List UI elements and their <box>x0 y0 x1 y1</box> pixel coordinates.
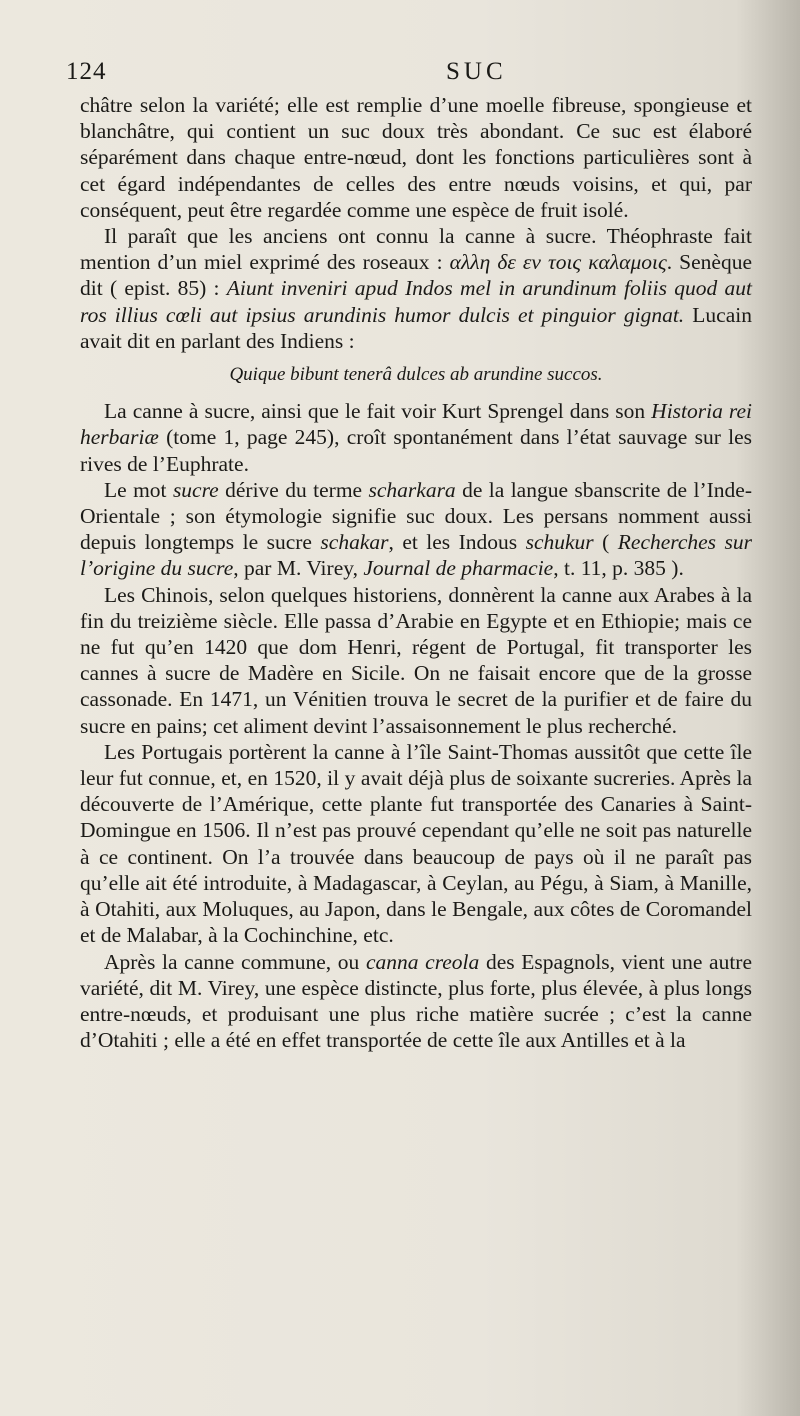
italic-text: Historia rei herbariæ <box>80 399 752 450</box>
text-run: châtre selon la variété; elle est remplie d’une moelle fibreuse, spongieuse et blanchâtre, qui contient un suc doux très abondant. Ce suc est élaboré séparément dans chaque entre-nœud, dont les fonctions particulières sont à cet égard indépendantes de celles des entre nœuds voisins, et qui, par conséquent, peut être regardée comme une espèce de fruit isolé. <box>80 93 752 222</box>
italic-text: Recherches sur l’origine du sucre <box>80 530 752 581</box>
text-run: ( <box>593 530 618 555</box>
page-header <box>66 58 766 92</box>
text-run: . Senèque dit ( epist. 85) : <box>80 250 752 301</box>
text-run: , t. 11, p. 385 ). <box>553 556 684 581</box>
italic-text: scharkara <box>368 477 456 502</box>
text-run: Après la canne commune, ou <box>104 949 366 974</box>
text-run: Lucain avait dit en parlant des Indiens : <box>80 302 752 353</box>
text-run: des Espagnols, vient une autre variété, dit M. Virey, une espèce distincte, plus forte, plus élevée, à plus longs entre-nœuds, et produisant une plus riche matière sucrée ; c’est la canne d’Otahiti ; elle a été en effet transportée de cette île aux Antilles et à la <box>80 949 753 1053</box>
verse-quote <box>80 362 752 388</box>
text-run: (tome 1, page 245), croît spontanément dans l’état sauvage sur les rives de l’Euphrate. <box>80 425 752 476</box>
text-run: dérive du terme <box>218 477 369 502</box>
text-run: , et les Indous <box>388 530 526 555</box>
text-run: Les Portugais portèrent la canne à l’île Saint-Thomas aussitôt que cette île leur fut connue, et, en 1520, il y avait déjà plus de soixante sucreries. Après la découverte de l’Amérique, cette plante fut transportée des Canaries à Saint-Domingue en 1506. Il n’est pas prouvé cependant qu’elle ne soit pas naturelle à ce continent. On l’a trouvée dans beaucoup de pays où il ne paraît pas qu’elle ait été introduite, à Madagascar, à Ceylan, au Pégu, à Siam, à Manille, à Otahiti, aux Moluques, au Japon, dans le Bengale, aux côtes de Coromandel et de Malabar, à la Cochinchine, etc. <box>80 739 752 948</box>
paragraph <box>80 739 752 949</box>
paragraph <box>80 92 752 223</box>
page-number: 124 <box>66 58 107 85</box>
italic-text: schakar <box>320 530 389 555</box>
text-run: Les Chinois, selon quelques historiens, donnèrent la canne aux Arabes à la fin du treizième siècle. Elle passa d’Arabie en Egypte et en Ethiopie; mais ce ne fut qu’en 1420 que dom Henri, régent de Portugal, fit transporter les cannes à sucre de Madère en Sicile. On ne faisait encore que de la grosse cassonade. En 1471, un Vénitien trouva le secret de la purifier et de faire du sucre en pains; cet aliment devint l’assaisonnement le plus recherché. <box>80 582 752 738</box>
running-head: SUC <box>446 58 507 85</box>
text-body <box>80 92 752 1053</box>
text-run: de la langue sbanscrite de l’Inde-Orientale ; son étymologie signifie suc doux. Les persans nomment aussi depuis longtemps le sucre <box>80 477 752 555</box>
paragraph <box>80 223 752 354</box>
italic-text: sucre <box>172 477 219 502</box>
paragraph <box>80 949 752 1054</box>
text-run: La canne à sucre, ainsi que le fait voir Kurt Sprengel dans son <box>104 399 652 424</box>
text-run: Il paraît que les anciens ont connu la canne à sucre. Théophraste fait mention d’un miel exprimé des roseaux : <box>80 224 752 275</box>
italic-text: Aiunt inveniri apud Indos mel in arundinum foliis quod aut ros illius cœli aut ipsius arundinis humor dulcis et pinguior gignat. <box>80 276 752 327</box>
text-run: , par M. Virey, <box>233 556 364 581</box>
paragraph <box>80 398 752 477</box>
paragraph <box>80 582 752 739</box>
italic-text: Journal de pharmacie <box>363 556 554 581</box>
paragraph <box>80 477 752 582</box>
italic-text: canna creola <box>365 949 480 974</box>
italic-text: schukur <box>525 530 594 555</box>
italic-text: Quique bibunt tenerâ dulces ab arundine succos. <box>229 364 603 386</box>
text-run: Le mot <box>104 477 173 502</box>
italic-text: αλλη δε εν τοις καλαμοις <box>449 250 667 275</box>
